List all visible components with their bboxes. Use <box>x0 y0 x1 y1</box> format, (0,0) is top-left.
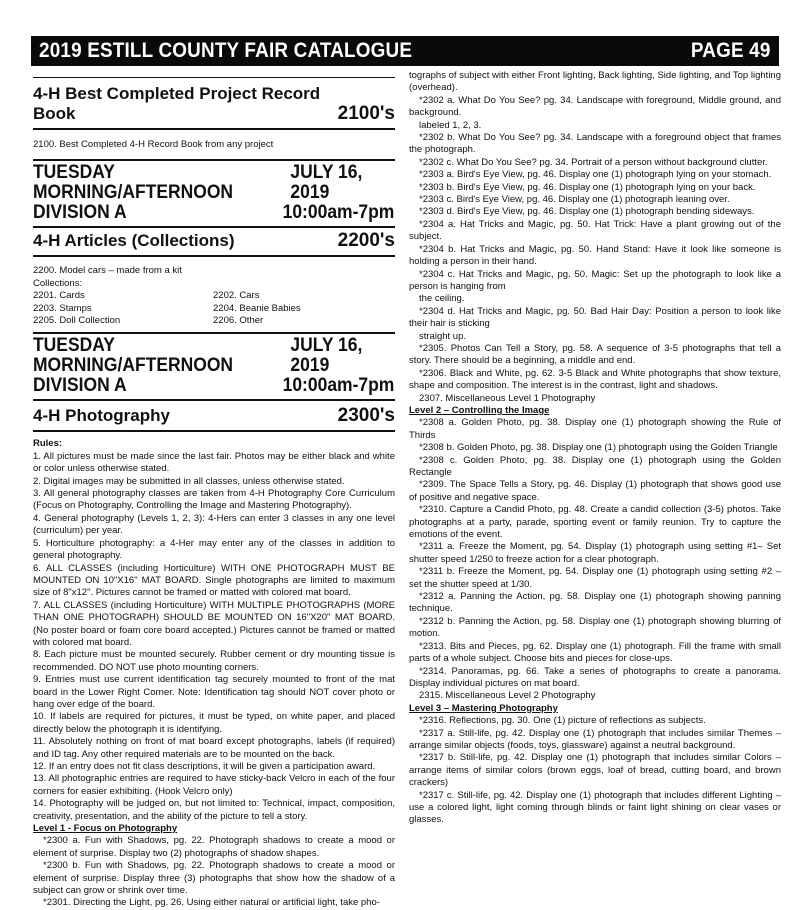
class-item: *2303 a. Bird's Eye View, pg. 46. Display one (1) photograph lying on your stomach. <box>419 169 772 181</box>
class-item: *2312 b. Panning the Action, pg. 58. Display one (1) photograph showing blurring of motion. <box>409 615 781 640</box>
list-item: 2201. Cards <box>33 290 85 302</box>
rules-heading: Rules: <box>33 438 63 450</box>
rule-item: 10. If labels are required for pictures, it must be typed, on white paper, and placed directly below the photograph it is identifying. <box>33 711 395 735</box>
schedule-day: TUESDAY MORNING/AFTERNOON <box>33 335 234 377</box>
class-item: *2316. Reflections, pg. 30. One (1) picture of reflections as subjects. <box>419 715 706 727</box>
rule-item: 8. Each picture must be mounted securely. Rubber cement or dry mounting tissue is recommended. DO NOT use photo mounting corners. <box>33 649 395 673</box>
rule-item: 6. ALL CLASSES (including Horticulture) WITH ONE PHOTOGRAPH MUST BE MOUNTED ON 10"X16" MAT BOARD. Single photographs are limited to maximum size of 8"x12". Pictures cannot be framed or matted with colored mat board. <box>33 562 395 599</box>
class-item: *2308 b. Golden Photo, pg. 38. Display one (1) photograph using the Golden Triangle <box>419 442 778 454</box>
list-item: 2200. Model cars – made from a kit <box>33 265 182 277</box>
class-item: *2305. Photos Can Tell a Story, pg. 58. A sequence of 3-5 photographs that tell a story. There should be a beginning, a middle and end. <box>409 342 781 367</box>
class-item: *2302 a. What Do You See? pg. 34. Landscape with foreground, Middle ground, and background. <box>409 94 781 119</box>
record-book-line: 2100. Best Completed 4-H Record Book from any project <box>33 139 274 150</box>
photography-heading <box>33 406 395 426</box>
class-item: *2314. Panoramas, pg. 66. Take a series of photographs to create a panorama. Display individual pictures on mat board. <box>409 665 781 689</box>
list-item: 2205. Doll Collection <box>33 315 121 327</box>
rule-item: 5. Horticulture photography: a 4-Her may enter any of the classes in addition to general photography. <box>33 537 395 562</box>
class-item: 2315. Miscellaneous Level 2 Photography <box>419 690 596 702</box>
divider <box>33 128 395 130</box>
record-book-heading <box>33 84 395 124</box>
page-number: PAGE 49 <box>691 39 771 62</box>
right-column <box>409 70 781 827</box>
list-item: 2202. Cars <box>213 290 260 302</box>
rule-item: 9. Entries must use current identification tag securely mounted to front of the mat board in the Lower Right Corner. Note: Identification tag should NOT cover photo or hang over edge of the board. <box>33 674 395 710</box>
class-item: *2317 a. Still-life, pg. 42. Display one (1) photograph that includes similar Themes – arrange similar objects (foods, toys, glassware) against a neutral background. <box>409 727 781 751</box>
divider <box>33 226 395 228</box>
level-heading: Level 2 – Controlling the Image <box>409 404 550 416</box>
class-item: *2304 c. Hat Tricks and Magic, pg. 50. Magic: Set up the photograph to look like a person is hanging from <box>409 268 781 292</box>
class-item: straight up. <box>419 330 466 342</box>
level-heading: Level 3 – Mastering Photography <box>409 702 558 714</box>
rule-item: 3. All general photography classes are taken from 4-H Photography Core Curriculum (Focus on Photography, Controlling the Image and Mastering Photography). <box>33 488 395 512</box>
list-item: 2203. Stamps <box>33 302 92 314</box>
section-code: 2200's <box>337 230 395 252</box>
class-item: *2317 c. Still-life, pg. 42. Display one (1) photograph that includes different Lighting – use a colored light, light coming through blinds or faint light shining on clear vases or glasses. <box>409 789 781 826</box>
catalogue-title: 2019 ESTILL COUNTY FAIR CATALOGUE <box>39 39 413 62</box>
class-item: labeled 1, 2, 3. <box>419 119 482 131</box>
schedule-division-row <box>33 203 394 223</box>
class-item: *2311 a. Freeze the Moment, pg. 54. Display (1) photograph using setting #1– Set shutter speed 1/250 to freeze action for a clear photograph. <box>409 541 781 565</box>
rule-item: 12. If an entry does not fit class descriptions, it will be given a participation award. <box>33 761 376 772</box>
class-item: *2304 a. Hat Tricks and Magic, pg. 50. Hat Trick: Have a plant growing out of the subject. <box>409 218 781 243</box>
articles-heading <box>33 231 395 251</box>
class-item: *2303 b. Bird's Eye View, pg. 46. Display one (1) photograph lying on your back. <box>419 181 756 193</box>
section-title: 4-H Photography <box>33 406 170 426</box>
list-item: Collections: <box>33 277 83 289</box>
section-code: 2100's <box>337 103 395 124</box>
schedule-date: JULY 16, 2019 <box>290 162 363 204</box>
class-item: *2313. Bits and Pieces, pg. 62. Display one (1) photograph. Fill the frame with small parts of a whole subject. Choose bits and pieces for close-ups. <box>409 640 781 665</box>
rule-item: 1. All pictures must be made since the last fair. Photos may be either black and white or color unless otherwise stated. <box>33 450 395 475</box>
list-item: 2206. Other <box>213 315 264 327</box>
schedule-time: 10:00am-7pm <box>282 375 395 397</box>
schedule-division: DIVISION A <box>33 375 127 397</box>
divider <box>33 255 395 257</box>
section-code: 2300's <box>337 405 395 427</box>
rule-item: 13. All photographic entries are required to have sticky-back Velcro in each of the four corners for easier exhibiting. (Hook Velcro only) <box>33 773 395 797</box>
class-item: *2303 d. Bird's Eye View, pg. 46. Display one (1) photograph bending sideways. <box>419 206 755 218</box>
schedule-day: TUESDAY MORNING/AFTERNOON <box>33 162 234 204</box>
class-item: *2303 c. Bird's Eye View, pg. 46. Display one (1) photograph leaning over. <box>419 194 730 206</box>
divider <box>33 332 395 334</box>
class-item: *2308 a. Golden Photo, pg. 38. Display one (1) photograph showing the Rule of Thirds <box>409 417 781 441</box>
rule-item: 14. Photography will be judged on, but not limited to: Technical, impact, composition, creativity, presentation, and the ability of the picture to tell a story. <box>33 798 395 822</box>
page-header-banner <box>31 36 779 66</box>
class-item: 2307. Miscellaneous Level 1 Photography <box>419 392 596 404</box>
class-item: *2302 b. What Do You See? pg. 34. Landscape with a foreground object that frames the photograph. <box>409 132 781 156</box>
section-title: 4-H Articles (Collections) <box>33 231 235 251</box>
rule-item: 2. Digital images may be submitted in all classes, unless otherwise stated. <box>33 475 345 487</box>
schedule-date: JULY 16, 2019 <box>290 335 363 377</box>
photography-rules <box>33 438 395 909</box>
class-item: *2317 b. Still-life, pg. 42. Display one (1) photograph that includes similar Colors – arrange items of similar colors (brown eggs, loaf of bread, cutting board, and brown crackers) <box>409 752 781 789</box>
class-item: *2309. The Space Tells a Story, pg. 46. Display (1) photograph that shows good use of positive and negative space. <box>409 479 781 503</box>
schedule-day-row <box>33 163 394 203</box>
class-item: *2304 d. Hat Tricks and Magic, pg. 50. Bad Hair Day: Position a person to look like their hair is sticking <box>409 305 781 330</box>
class-item: *2304 b. Hat Tricks and Magic, pg. 50. Hand Stand: Have it look like someone is holding a person in their hand. <box>409 243 781 268</box>
divider <box>33 77 395 78</box>
rule-item: 4. General photography (Levels 1, 2, 3): 4-Hers can enter 3 classes in any one level (curriculum) per year. <box>33 512 395 537</box>
schedule-division: DIVISION A <box>33 202 127 224</box>
class-item: *2308 c. Golden Photo, pg. 38. Display one (1) photograph using the Golden Rectangle <box>409 454 781 478</box>
class-item: *2300 b. Fun with Shadows, pg. 22. Photograph shadows to create a mood or element of surprise. Display three (3) photographs that show how the shadow of a subject can grow or shrink over time. <box>33 860 395 897</box>
class-item: *2310. Capture a Candid Photo, pg. 48. Create a candid collection (3-5) photos. Take photographs at a party, parade, sporting event or family reunion. Try to capture the emotions of the event. <box>409 504 781 541</box>
schedule-day-row <box>33 336 394 376</box>
section-title: 4-H Best Completed Project Record Book <box>33 84 321 123</box>
class-item: *2306. Black and White, pg. 62. 3-5 Black and White photographs that show texture, shape and composition. The interest is in the contrast, light and shadows. <box>409 367 781 392</box>
rule-item: 11. Absolutely nothing on front of mat board except photographs, labels (if required) and ID tag. Any other required materials are to be mounted on the back. <box>33 736 395 760</box>
schedule-time: 10:00am-7pm <box>282 202 395 224</box>
class-item: *2311 b. Freeze the Moment, pg. 54. Display one (1) photograph using setting #2 – set the shutter speed at 1/30. <box>409 566 781 590</box>
class-item: *2302 c. What Do You See? pg. 34. Portrait of a person without background clutter. <box>419 156 768 168</box>
class-item: *2312 a. Panning the Action, pg. 58. Display one (1) photograph showing panning technique. <box>409 591 781 615</box>
level-heading: Level 1 - Focus on Photography <box>33 823 178 835</box>
class-item: the ceiling. <box>419 293 465 305</box>
divider <box>33 399 395 401</box>
divider <box>33 430 395 432</box>
articles-list <box>33 265 395 327</box>
divider <box>33 159 395 161</box>
list-item: 2204. Beanie Babies <box>213 302 301 314</box>
left-column <box>33 70 395 910</box>
rule-item: 7. ALL CLASSES (including Horticulture) WITH MULTIPLE PHOTOGRAPHS (MORE THAN ONE PHOTOGRAPH) SHOULD BE MOUNTED ON 16"X20" MAT BOARD. (No poster board or foam core board accepted.) Pictures cannot be framed or matted with colored mat board. <box>33 599 395 648</box>
schedule-division-row <box>33 376 394 396</box>
class-item: *2301. Directing the Light, pg. 26. Using either natural or artificial light, take pho- <box>43 897 380 909</box>
class-item: *2300 a. Fun with Shadows, pg. 22. Photograph shadows to create a mood or element of surprise. Display two (2) photographs of shadow shapes. <box>33 835 395 859</box>
class-item: tographs of subject with either Front lighting, Back lighting, Side lighting, and Top lighting (overhead). <box>409 70 781 94</box>
